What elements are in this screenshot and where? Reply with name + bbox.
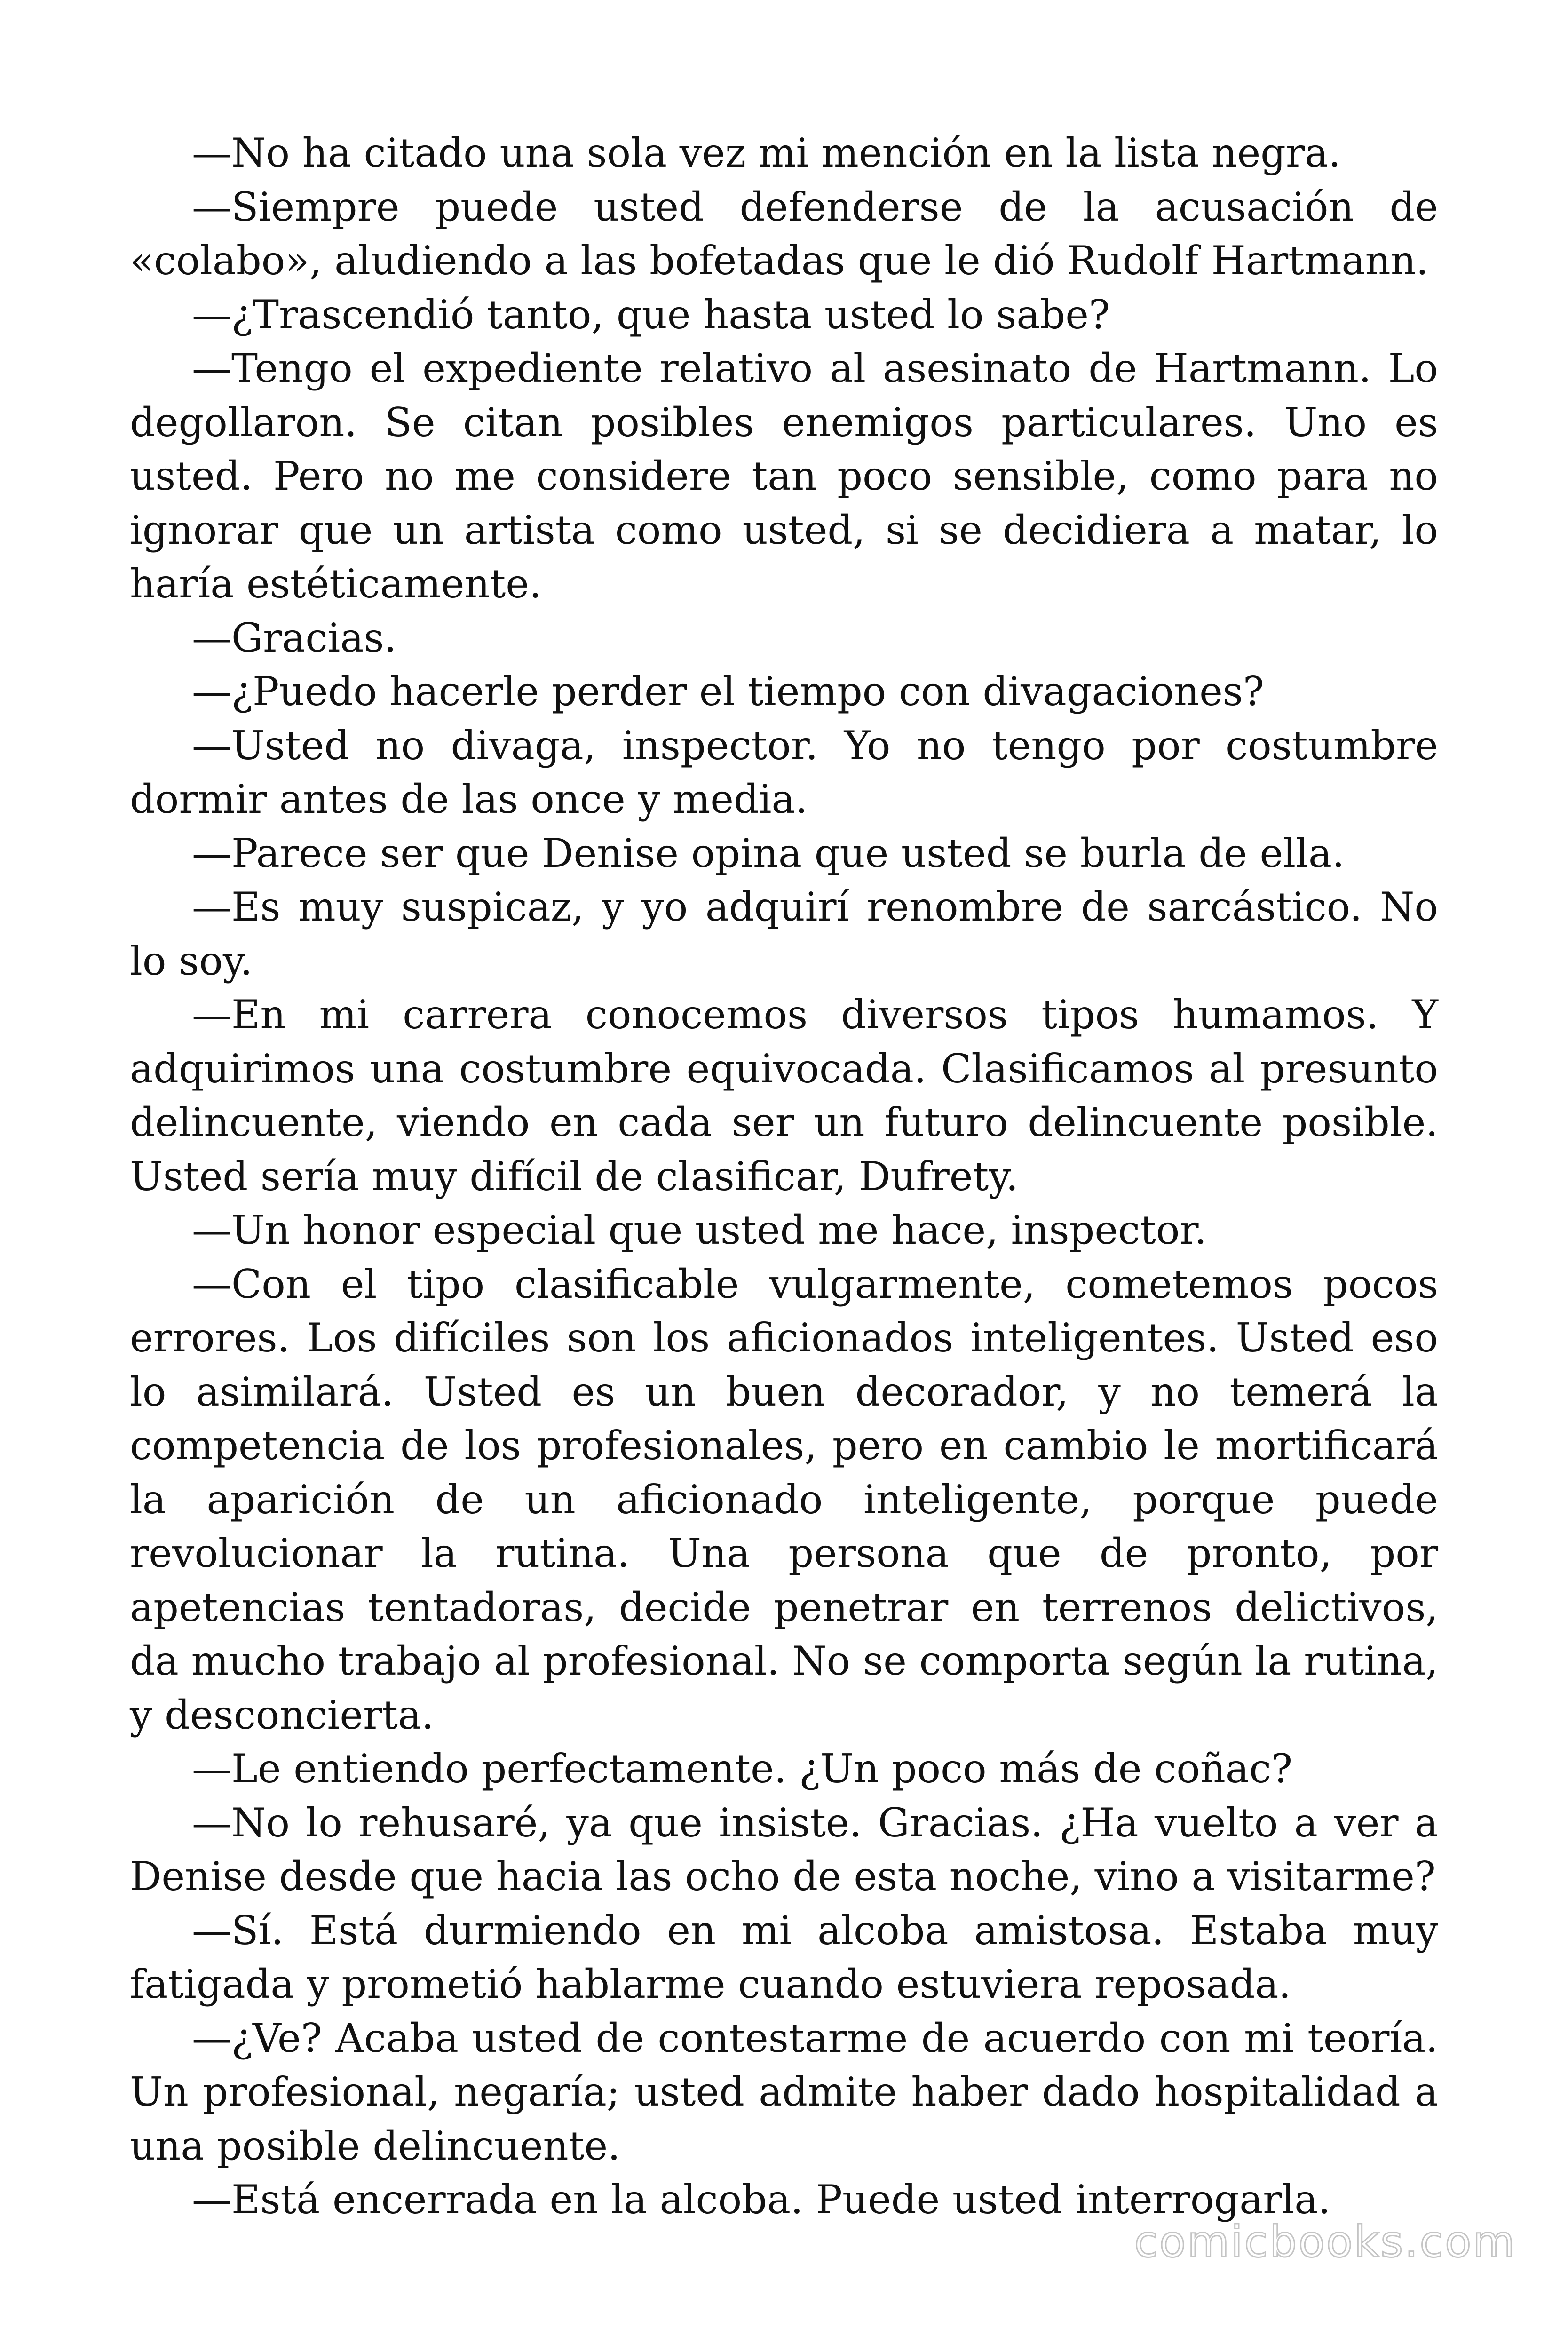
paragraph-7: —Usted no divaga, inspector. Yo no tengo por costumbre dormir antes de las once y media. [130,722,1438,822]
paragraph-1: —No ha citado una sola vez mi mención en la lista negra. [192,130,1341,176]
paragraph-11: —Un honor especial que usted me hace, inspector. [192,1207,1207,1253]
paragraph-9: —Es muy suspicaz, y yo adquirí renombre de sarcástico. No lo soy. [130,884,1438,984]
paragraph-15: —Sí. Está durmiendo en mi alcoba amistosa. Estaba muy fatigada y prometió hablarme cuando estuviera reposada. [130,1907,1438,2007]
watermark: comicbooks.com [1134,2217,1516,2267]
body-text [130,126,1438,2227]
paragraph-14: —No lo rehusaré, ya que insiste. Gracias. ¿Ha vuelto a ver a Denise desde que hacia las ocho de esta noche, vino a visitarme? [130,1799,1438,1899]
paragraph-6: —¿Puedo hacerle perder el tiempo con divagaciones? [192,668,1264,715]
paragraph-16: —¿Ve? Acaba usted de contestarme de acuerdo con mi teoría. Un profesional, negaría; usted admite haber dado hospitalidad a una posible delincuente. [130,2015,1438,2169]
paragraph-2: —Siempre puede usted defenderse de la acusación de «colabo», aludiendo a las bofetadas que le dió Rudolf Hartmann. [130,183,1438,284]
paragraph-12: —Con el tipo clasificable vulgarmente, cometemos pocos errores. Los difíciles son los aficionados inteligentes. Usted eso lo asimilará. Usted es un buen decorador, y no temerá la competencia de los profesionales, pero en cambio le mortificará la aparición de un aficionado inteligente, porque puede revolucionar la rutina. Una persona que de pronto, por apetencias tentadoras, decide penetrar en terrenos delictivos, da mucho trabajo al profesional. No se comporta según la rutina, y desconcierta. [130,1261,1438,1738]
paragraph-17: —Está encerrada en la alcoba. Puede usted interrogarla. [192,2177,1331,2223]
paragraph-3: —¿Trascendió tanto, que hasta usted lo sabe? [192,291,1110,338]
paragraph-8: —Parece ser que Denise opina que usted se burla de ella. [192,830,1345,876]
paragraph-4: —Tengo el expediente relativo al asesinato de Hartmann. Lo degollaron. Se citan posibles enemigos particulares. Uno es usted. Pero no me considere tan poco sensible, como para no ignorar que un artista como usted, si se decidiera a matar, lo haría estéticamente. [130,345,1438,607]
paragraph-5: —Gracias. [192,614,397,661]
paragraph-13: —Le entiendo perfectamente. ¿Un poco más de coñac? [192,1746,1293,1792]
paragraph-10: —En mi carrera conocemos diversos tipos humamos. Y adquirimos una costumbre equivocada. Clasificamos al presunto delincuente, viendo en cada ser un futuro delincuente posible. Usted sería muy difícil de clasificar, Dufrety. [130,992,1438,1200]
